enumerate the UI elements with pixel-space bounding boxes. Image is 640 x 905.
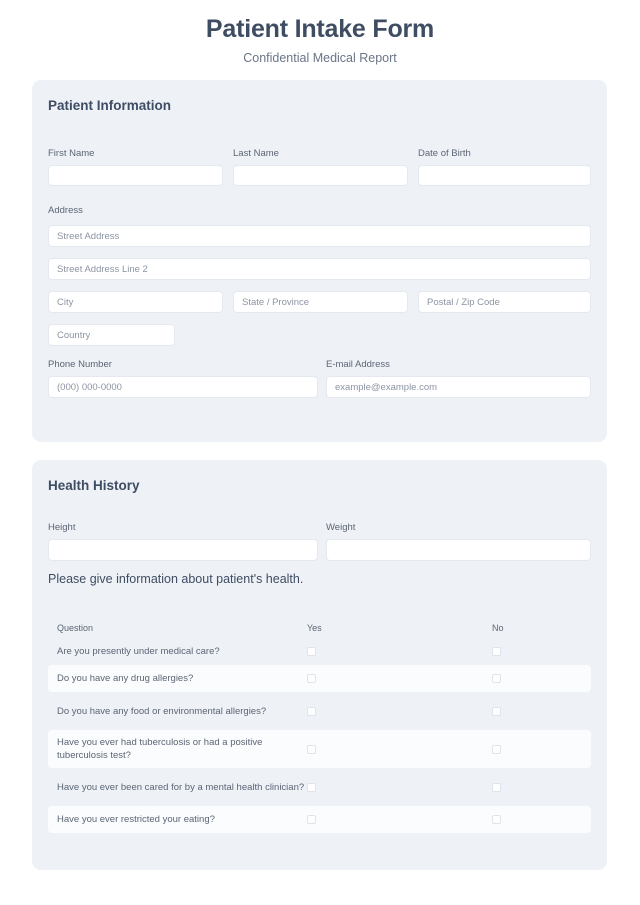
patient-information-card [32, 80, 607, 442]
checkbox-yes[interactable] [307, 674, 316, 683]
state-province-input[interactable]: State / Province [233, 291, 408, 313]
date-of-birth-input[interactable] [418, 165, 591, 186]
question-text: Have you ever had tuberculosis or had a positive tuberculosis test? [57, 737, 263, 761]
health-history-card [32, 460, 607, 870]
email-address-field-group [326, 359, 591, 398]
table-body [48, 638, 591, 833]
table-row [48, 665, 591, 692]
weight-label: Weight [326, 522, 356, 533]
height-label: Height [48, 522, 76, 533]
table-row [48, 692, 591, 730]
table-row [48, 768, 591, 806]
weight-input[interactable] [326, 539, 591, 561]
phone-number-field-group [48, 359, 318, 398]
form-header [0, 0, 640, 66]
phone-number-input[interactable]: (000) 000-0000 [48, 376, 318, 398]
checkbox-yes[interactable] [307, 707, 316, 716]
no-cell [492, 674, 582, 683]
checkbox-no[interactable] [492, 647, 501, 656]
no-cell [492, 707, 582, 716]
email-address-input[interactable]: example@example.com [326, 376, 591, 398]
table-row [48, 638, 591, 665]
email-address-label: E-mail Address [326, 359, 390, 370]
no-cell [492, 783, 582, 792]
question-text: Do you have any drug allergies? [57, 673, 194, 684]
weight-field-group [326, 522, 591, 561]
last-name-input[interactable] [233, 165, 408, 186]
height-field-group [48, 522, 318, 561]
no-cell [492, 815, 582, 824]
date-of-birth-field-group [418, 148, 591, 186]
city-input[interactable]: City [48, 291, 223, 313]
question-text: Have you ever restricted your eating? [57, 814, 215, 825]
no-cell [492, 745, 582, 754]
street-address-input[interactable]: Street Address [48, 225, 591, 247]
yes-cell [307, 647, 492, 656]
page-subtitle: Confidential Medical Report [243, 51, 397, 65]
phone-number-label: Phone Number [48, 359, 112, 370]
patient-information-title: Patient Information [48, 98, 172, 113]
first-name-field-group [48, 148, 223, 186]
checkbox-no[interactable] [492, 815, 501, 824]
table-row [48, 730, 591, 768]
country-input[interactable]: Country [48, 324, 175, 346]
column-header-no: No [492, 623, 504, 633]
postal-zip-code-input[interactable]: Postal / Zip Code [418, 291, 591, 313]
yes-cell [307, 707, 492, 716]
column-header-yes: Yes [307, 623, 322, 633]
checkbox-yes[interactable] [307, 647, 316, 656]
yes-cell [307, 783, 492, 792]
health-history-title: Health History [48, 478, 140, 493]
date-of-birth-label: Date of Birth [418, 148, 471, 159]
question-text: Have you ever been cared for by a mental health clinician? [57, 781, 305, 793]
first-name-label: First Name [48, 148, 95, 159]
checkbox-yes[interactable] [307, 815, 316, 824]
address-label: Address [48, 205, 83, 216]
checkbox-no[interactable] [492, 745, 501, 754]
column-header-question: Question [57, 623, 94, 633]
question-text: Do you have any food or environmental allergies? [57, 705, 267, 717]
yes-cell [307, 745, 492, 754]
health-questions-table [48, 618, 591, 833]
checkbox-no[interactable] [492, 783, 501, 792]
checkbox-yes[interactable] [307, 745, 316, 754]
height-input[interactable] [48, 539, 318, 561]
question-text: Are you presently under medical care? [57, 646, 220, 657]
no-cell [492, 647, 582, 656]
yes-cell [307, 815, 492, 824]
table-header-row [48, 618, 591, 638]
table-row [48, 806, 591, 833]
street-address-line-2-input[interactable]: Street Address Line 2 [48, 258, 591, 280]
checkbox-no[interactable] [492, 707, 501, 716]
page-title: Patient Intake Form [205, 15, 435, 43]
checkbox-yes[interactable] [307, 783, 316, 792]
last-name-field-group [233, 148, 408, 186]
health-questions-prompt: Please give information about patient's health. [48, 572, 304, 586]
first-name-input[interactable] [48, 165, 223, 186]
last-name-label: Last Name [233, 148, 279, 159]
yes-cell [307, 674, 492, 683]
checkbox-no[interactable] [492, 674, 501, 683]
